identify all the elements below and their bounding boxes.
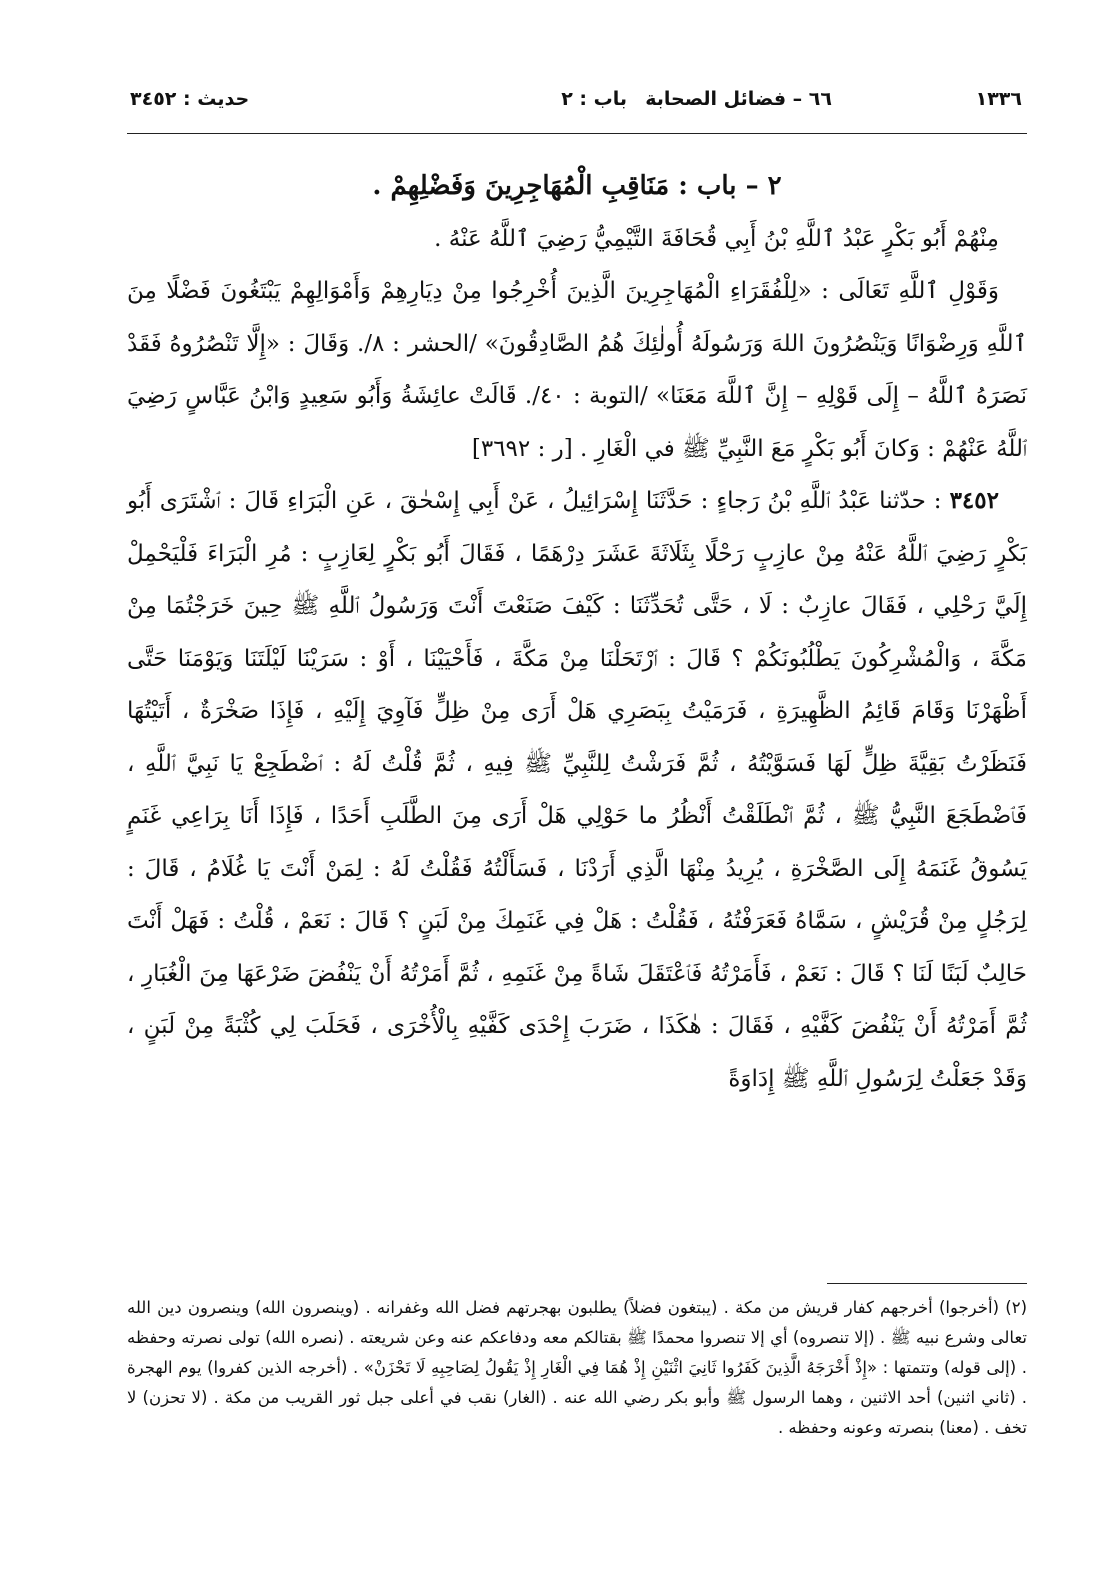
intro-line: مِنْهُمْ أَبُو بَكْرٍ عَبْدُ ٱللَّهِ بْنُ أَبِي قُحَافَةَ التَّيْمِيُّ رَضِيَ ٱللَّهُ عَنْهُ . [434,225,999,252]
hadith-label: حديث : ٣٤٥٢ [130,88,250,110]
chapter-title: ٢ – باب : مَنَاقِبِ الْمُهَاجِرِينَ وَفَضْلِهِمْ . [372,171,782,201]
main-text [127,160,1027,1105]
intro-paragraph: وَقَوْلِ ٱللَّهِ تَعَالَى : «لِلْفُقَرَاءِ الْمُهَاجِرِينَ الَّذِينَ أُخْرِجُوا مِنْ دِيَارِهِمْ وَأَمْوَالِهِمْ يَبْتَغُونَ فَضْلًا مِنَ ٱللَّهِ وَرِضْوَانًا وَيَنْصُرُونَ اللهَ وَرَسُولَهُ أُولٰئِكَ هُمُ الصَّادِقُونَ» /الحشر : ٨/. وَقَالَ : «إِلَّا تَنْصُرُوهُ فَقَدْ نَصَرَهُ ٱللَّهُ – إِلَى قَوْلِهِ – إِنَّ ٱللَّهَ مَعَنَا» /التوبة : ٤٠/. قَالَتْ عائِشَةُ وَأَبُو سَعِيدٍ وَابْنُ عَبَّاسٍ رَضِيَ ٱللَّهُ عَنْهُمْ : وَكانَ أَبُو بَكْرٍ مَعَ النَّبِيِّ ﷺ في الْغَارِ . [ر : ٣٦٩٢] [127,278,1028,462]
page-number: ١٣٣٦ [975,88,1022,110]
book-title: ٦٦ – فضائل الصحابة [645,88,832,110]
footnote-text: (٢) (أخرجوا) أخرجهم كفار قريش من مكة . (يبتغون فضلاً) يطلبون بهجرتهم فضل الله وغفرانه . (وينصرون الله) وينصرون دين الله تعالى وشرع نبيه ﷺ . (إلا تنصروه) أي إلا تنصروا محمدًا ﷺ بقتالكم معه ودفاعكم عنه وعن شريعته . (نصره الله) تولى نصرته وحفظه . (إلى قوله) وتتمتها : «إِذْ أَخْرَجَهُ الَّذِينَ كَفَرُوا ثَانِيَ اثْنَيْنِ إِذْ هُمَا فِي الْغَارِ إِذْ يَقُولُ لِصَاحِبِهِ لَا تَحْزَنْ» . (أخرجه الذين كفروا) يوم الهجرة . (ثاني اثنين) أحد الاثنين ، وهما الرسول ﷺ وأبو بكر رضي الله عنه . (الغار) نقب في أعلى جبل ثور القريب من مكة . (لا تحزن) لا تخف . (معنا) بنصرته وعونه وحفظه . [127,1298,1027,1437]
hadith-paragraph [127,475,1027,1105]
running-header [130,88,1022,128]
hadith-number: ٣٤٥٢ [949,487,999,514]
header-divider [127,133,1027,134]
hadith-text: : حدّثنا عَبْدُ ٱللَّهِ بْنُ رَجاءٍ : حَدَّثَنَا إِسْرَائِيلُ ، عَنْ أَبِي إِسْحٰقَ ، عَنِ الْبَرَاءِ قَالَ : ٱشْتَرَى أَبُو بَكْرٍ رَضِيَ ٱللَّهُ عَنْهُ مِنْ عازِبٍ رَحْلًا بِثَلَاثَةَ عَشَرَ دِرْهَمًا ، فَقَالَ أَبُو بَكْرٍ لِعَازِبٍ : مُرِ الْبَرَاءَ فَلْيَحْمِلْ إِلَيَّ رَحْلِي ، فَقَالَ عازِبٌ : لَا ، حَتَّى تُحَدِّثَنَا : كَيْفَ صَنَعْتَ أَنْتَ وَرَسُولُ ٱللَّهِ ﷺ حِينَ خَرَجْتُمَا مِنْ مَكَّةَ ، وَالْمُشْرِكُونَ يَطْلُبُونَكُمْ ؟ قَالَ : ٱرْتَحَلْنَا مِنْ مَكَّةَ ، فَأَحْيَيْنَا ، أَوْ : سَرَيْنَا لَيْلَتَنَا وَيَوْمَنَا حَتَّى أَظْهَرْنَا وَقَامَ قَائِمُ الظَّهِيرَةِ ، فَرَمَيْتُ بِبَصَرِي هَلْ أَرَى مِنْ ظِلٍّ فَآوِيَ إِلَيْهِ ، فَإِذَا صَخْرَةٌ ، أَتَيْتُهَا فَنَظَرْتُ بَقِيَّةَ ظِلٍّ لَهَا فَسَوَّيْتُهُ ، ثُمَّ فَرَشْتُ لِلنَّبِيِّ ﷺ فِيهِ ، ثُمَّ قُلْتُ لَهُ : ٱضْطَجِعْ يَا نَبِيَّ ٱللَّهِ ، فَٱضْطَجَعَ النَّبِيُّ ﷺ ، ثُمَّ ٱنْطَلَقْتُ أَنْظُرُ ما حَوْلِي هَلْ أَرَى مِنَ الطَّلَبِ أَحَدًا ، فَإِذَا أَنَا بِرَاعِي غَنَمٍ يَسُوقُ غَنَمَهُ إِلَى الصَّخْرَةِ ، يُرِيدُ مِنْهَا الَّذِي أَرَدْنَا ، فَسَأَلْتُهُ فَقُلْتُ لَهُ : لِمَنْ أَنْتَ يَا غُلَامُ ، قَالَ : لِرَجُلٍ مِنْ قُرَيْشٍ ، سَمَّاهُ فَعَرَفْتُهُ ، فَقُلْتُ : هَلْ فِي غَنَمِكَ مِنْ لَبَنٍ ؟ قَالَ : نَعَمْ ، قُلْتُ : فَهَلْ أَنْتَ حَالِبٌ لَبَنًا لَنَا ؟ قَالَ : نَعَمْ ، فَأَمَرْتُهُ فَٱعْتَقَلَ شَاةً مِنْ غَنَمِهِ ، ثُمَّ أَمَرْتُهُ أَنْ يَنْفُضَ ضَرْعَهَا مِنَ الْغُبَارِ ، ثُمَّ أَمَرْتُهُ أَنْ يَنْفُضَ كَفَّيْهِ ، فَقَالَ : هٰكَذَا ، ضَرَبَ إِحْدَى كَفَّيْهِ بِالْأُخْرَى ، فَحَلَبَ لِي كُثْبَةً مِنْ لَبَنٍ ، وَقَدْ جَعَلْتُ لِرَسُولِ ٱللَّهِ ﷺ إِدَاوَةً [127,488,1027,1092]
footnotes [127,1293,1027,1443]
footnote-divider [827,1283,1027,1284]
chapter-label: باب : ٢ [561,88,627,110]
